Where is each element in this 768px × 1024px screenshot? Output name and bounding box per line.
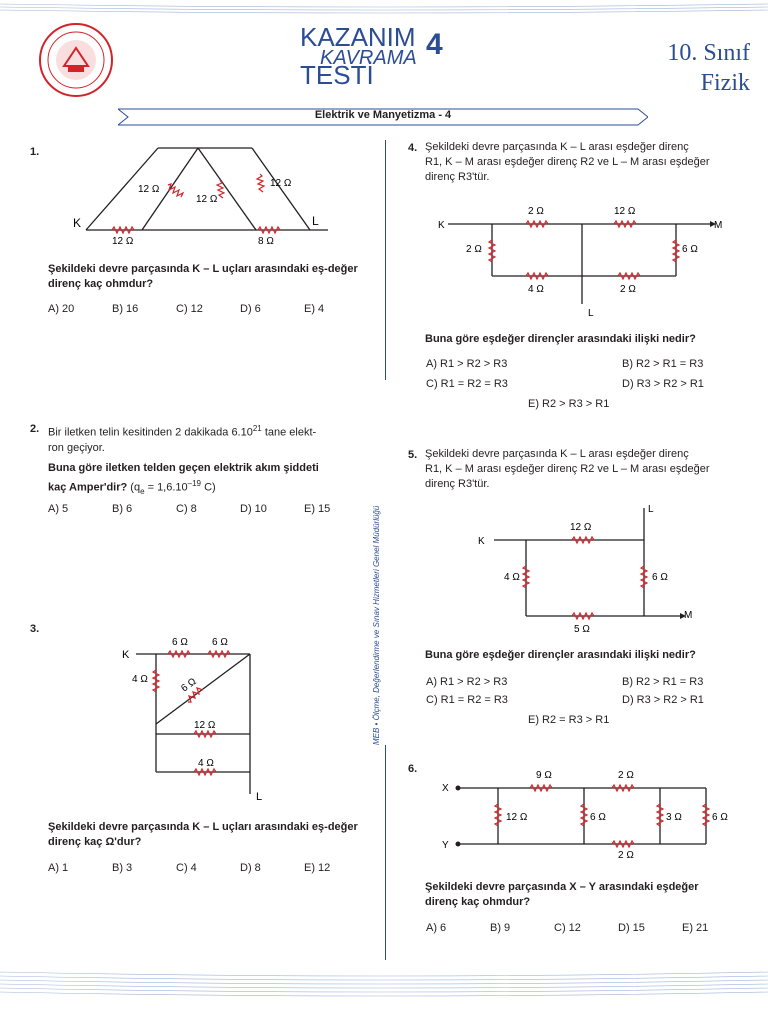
- option-c[interactable]: C) R1 = R2 = R3: [426, 378, 508, 390]
- option-b[interactable]: B) R2 > R1 = R3: [622, 676, 704, 688]
- option-c[interactable]: C) 12: [554, 922, 581, 934]
- resistor-label: 2 Ω: [466, 244, 482, 255]
- resistor-label: 2 Ω: [528, 206, 544, 217]
- option-e[interactable]: E) R2 = R3 > R1: [528, 714, 610, 726]
- resistor-label: 2 Ω: [618, 770, 634, 781]
- grade-label: 10. Sınıf: [667, 40, 750, 66]
- terminal-k: K: [122, 649, 130, 661]
- terminal-k: K: [438, 220, 445, 231]
- resistor-label: 12 Ω: [270, 178, 292, 189]
- resistor-label: 12 Ω: [138, 184, 160, 195]
- options: [426, 922, 756, 934]
- terminal-y: Y: [442, 840, 449, 851]
- terminal-k: K: [73, 216, 82, 230]
- resistor-label: 12 Ω: [196, 194, 218, 205]
- resistor-label: 4 Ω: [198, 758, 214, 769]
- meb-logo: [38, 22, 114, 98]
- resistor-label: 6 Ω: [590, 812, 606, 823]
- terminal-x: X: [442, 783, 449, 794]
- question-number: 4.: [408, 142, 418, 154]
- question-stem: [425, 447, 749, 492]
- option-e[interactable]: E) 4: [304, 303, 325, 315]
- option-e[interactable]: E) 12: [304, 862, 331, 874]
- brand-line1: KAZANIM: [300, 22, 416, 52]
- option-d[interactable]: D) 6: [240, 303, 261, 315]
- options: [48, 303, 368, 315]
- column-divider: [385, 745, 386, 960]
- options: [426, 676, 756, 736]
- test-number: 4: [426, 28, 443, 61]
- option-a[interactable]: A) R1 > R2 > R3: [426, 676, 508, 688]
- question-prompt: Buna göre eşdeğer dirençler arasındaki ilişki nedir?: [425, 333, 696, 345]
- option-d[interactable]: D) R3 > R2 > R1: [622, 378, 704, 390]
- resistor-label: 4 Ω: [504, 572, 520, 583]
- terminal-k: K: [478, 536, 485, 547]
- resistor-label: 6 Ω: [712, 812, 728, 823]
- option-c[interactable]: C) R1 = R2 = R3: [426, 694, 508, 706]
- q3-circuit: [118, 632, 268, 804]
- option-e[interactable]: E) 15: [304, 503, 331, 515]
- stem-line: R1, K – M arası eşdeğer direnç R2 ve L – M arası eşdeğer: [425, 463, 710, 475]
- stem-text: tane elekt-: [261, 426, 317, 439]
- prompt-text: Buna göre iletken telden geçen elektrik akım şiddeti: [48, 462, 319, 474]
- grade-block: [667, 38, 750, 98]
- question-stem: Şekildeki devre parçasında K – L uçları arasındaki eş-değer direnç kaç ohmdur?: [48, 263, 358, 290]
- option-b[interactable]: B) 9: [490, 922, 511, 934]
- question-stem: [425, 880, 755, 910]
- terminal-l: L: [256, 791, 263, 803]
- prompt-text: (q: [127, 481, 141, 494]
- prompt-text: C): [201, 481, 216, 494]
- q4-circuit: [428, 200, 728, 320]
- q6-circuit: [430, 764, 750, 860]
- option-b[interactable]: B) R2 > R1 = R3: [622, 358, 704, 370]
- resistor-label: 5 Ω: [574, 624, 590, 635]
- resistor-label: 4 Ω: [528, 284, 544, 295]
- stem-line: R1, K – M arası eşdeğer direnç R2 ve L – M arası eşdeğer: [425, 156, 710, 168]
- resistor-label: 4 Ω: [132, 674, 148, 685]
- resistor-label: 3 Ω: [666, 812, 682, 823]
- resistor-label: 6 Ω: [179, 676, 199, 695]
- options: [426, 358, 756, 418]
- stem-text: ron geçiyor.: [48, 441, 105, 454]
- brand-logo: [296, 20, 456, 90]
- option-e[interactable]: E) 21: [682, 922, 709, 934]
- prompt-sup: –19: [187, 479, 202, 488]
- terminal-l: L: [588, 308, 594, 319]
- option-a[interactable]: A) 20: [48, 303, 75, 315]
- resistor-label: 12 Ω: [194, 720, 216, 731]
- q5-circuit: [470, 500, 700, 640]
- terminal-m: M: [714, 220, 723, 231]
- option-c[interactable]: C) 8: [176, 503, 197, 515]
- terminal-m: M: [684, 610, 693, 621]
- brand-line2: KAVRAMA: [320, 47, 417, 69]
- side-credit-text: MEB • Ölçme, Değerlendirme ve Sınav Hizmetleri Genel Müdürlüğü: [372, 505, 381, 745]
- question-number: 1.: [30, 146, 40, 158]
- option-d[interactable]: D) 10: [240, 503, 267, 515]
- resistor-label: 12 Ω: [614, 206, 636, 217]
- subject-label: Fizik: [700, 70, 750, 96]
- option-b[interactable]: B) 3: [112, 862, 133, 874]
- header-decoration: [0, 0, 768, 20]
- stem-line: direnç R3'tür.: [425, 171, 490, 183]
- option-d[interactable]: D) 8: [240, 862, 261, 874]
- terminal-l: L: [648, 504, 654, 515]
- topic-title: Elektrik ve Manyetizma - 4: [314, 109, 452, 121]
- resistor-label: 2 Ω: [618, 850, 634, 860]
- option-d[interactable]: D) 15: [618, 922, 645, 934]
- resistor-label: 12 Ω: [112, 236, 134, 245]
- option-c[interactable]: C) 4: [176, 862, 197, 874]
- stem-text: Bir iletken telin kesitinden 2 dakikada 6.10: [48, 426, 253, 439]
- prompt-text: = 1,6.10: [144, 481, 188, 494]
- option-a[interactable]: A) R1 > R2 > R3: [426, 358, 508, 370]
- option-a[interactable]: A) 6: [426, 922, 447, 934]
- question-stem: [425, 140, 749, 185]
- resistor-label: 6 Ω: [652, 572, 668, 583]
- resistor-label: 6 Ω: [682, 244, 698, 255]
- stem-line: Şekildeki devre parçasında X – Y arasındaki eşdeğer: [425, 881, 699, 893]
- stem-sup: 21: [252, 424, 262, 433]
- question-stem: Şekildeki devre parçasında K – L uçları arasındaki eş-değer direnç kaç Ω'dur?: [48, 821, 358, 848]
- option-d[interactable]: D) R3 > R2 > R1: [622, 694, 704, 706]
- question-number: 5.: [408, 449, 418, 461]
- option-a[interactable]: A) 5: [48, 503, 69, 515]
- resistor-label: 9 Ω: [536, 770, 552, 781]
- stem-line: Şekildeki devre parçasında K – L arası eşdeğer direnç: [425, 141, 689, 153]
- options: [48, 503, 368, 515]
- question-prompt: [48, 461, 370, 499]
- prompt-sub: e: [140, 486, 145, 496]
- question-number: 6.: [408, 763, 418, 775]
- terminal-l: L: [312, 214, 319, 228]
- stem-line: direnç R3'tür.: [425, 478, 490, 490]
- stem-line: direnç kaç ohmdur?: [425, 896, 531, 908]
- column-divider: [385, 140, 386, 380]
- q1-circuit: [70, 140, 340, 245]
- side-credit: [372, 385, 392, 745]
- option-b[interactable]: B) 16: [112, 303, 139, 315]
- brand-line3: TESTİ: [300, 60, 374, 90]
- option-b[interactable]: B) 6: [112, 503, 133, 515]
- question-prompt: Buna göre eşdeğer dirençler arasındaki ilişki nedir?: [425, 649, 696, 661]
- resistor-label: 6 Ω: [212, 637, 228, 648]
- question-stem: [48, 421, 370, 456]
- footer-decoration: [0, 968, 768, 1024]
- resistor-label: 6 Ω: [172, 637, 188, 648]
- question-number: 2.: [30, 423, 40, 435]
- resistor-label: 8 Ω: [258, 236, 274, 245]
- resistor-label: 12 Ω: [506, 812, 528, 823]
- options: [48, 862, 368, 874]
- resistor-label: 2 Ω: [620, 284, 636, 295]
- question-number: 3.: [30, 623, 40, 635]
- resistor-label: 12 Ω: [570, 522, 592, 533]
- prompt-text: kaç Amper'dir?: [48, 481, 128, 494]
- option-c[interactable]: C) 12: [176, 303, 203, 315]
- option-a[interactable]: A) 1: [48, 862, 69, 874]
- option-e[interactable]: E) R2 > R3 > R1: [528, 398, 610, 410]
- stem-line: Şekildeki devre parçasında K – L arası eşdeğer direnç: [425, 448, 689, 460]
